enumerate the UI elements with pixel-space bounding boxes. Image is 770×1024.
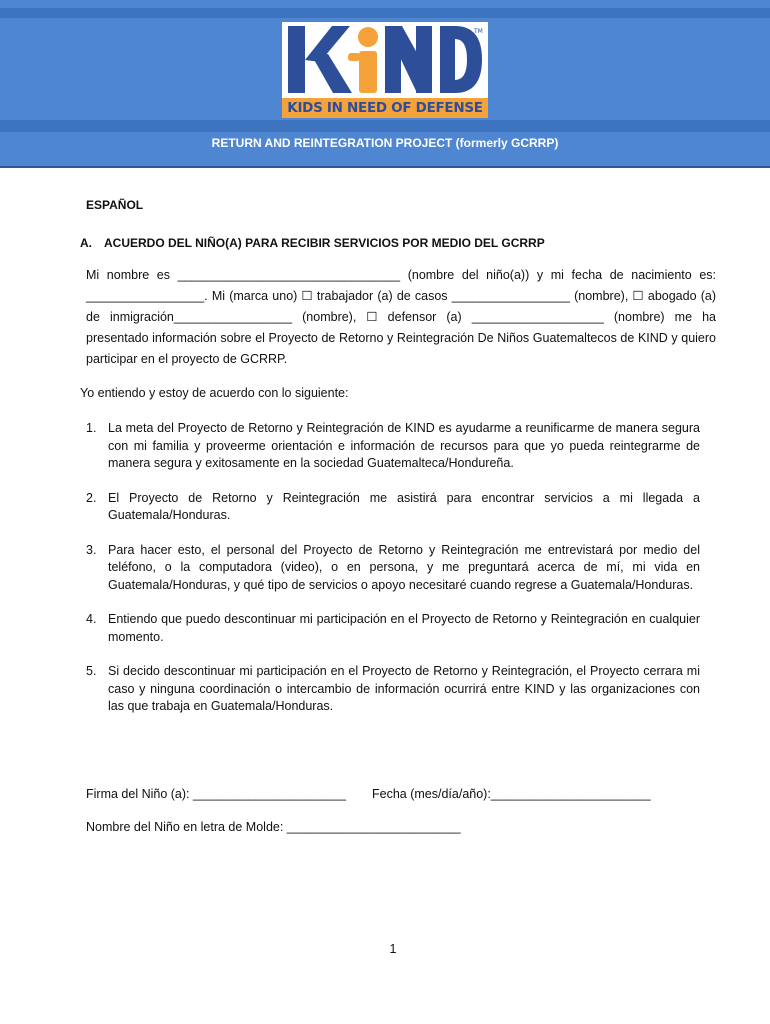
document-header [0, 0, 770, 168]
trademark-mark: TM [474, 28, 483, 35]
list-item-number: 3. [86, 542, 97, 557]
kind-logo-tagline: KIDS IN NEED OF DEFENSE [282, 98, 488, 118]
signature-row [86, 787, 651, 801]
header-stripe-bottom [0, 120, 770, 132]
language-heading: ESPAÑOL [86, 198, 144, 212]
kind-logo [282, 22, 488, 118]
list-item [86, 663, 716, 716]
agreement-list [86, 420, 716, 716]
list-item [86, 490, 716, 525]
list-item-text: El Proyecto de Retorno y Reintegración me asistirá para encontrar servicios a mi llegada a Guatemala/Honduras. [108, 490, 700, 522]
document-body [80, 198, 716, 733]
header-bottom-edge [0, 166, 770, 168]
page-number: 1 [389, 942, 397, 956]
section-letter: A. [80, 236, 92, 250]
agreement-lead: Yo entiendo y estoy de acuerdo con lo siguiente: [80, 386, 349, 400]
section-heading [80, 236, 716, 250]
intro-paragraph: Mi nombre es ________________________________ (nombre del niño(a)) y mi fecha de nacimiento es: _________________. Mi (marca uno) ☐ trabajador (a) de casos _________________ (nombre), ☐ abogado (a) de inmigración_________________ (nombre), ☐ defensor (a) ___________________ (nombre) me ha presentado información sobre el Proyecto de Retorno y Reintegración De Niños Guatemaltecos de KIND y quiero participar en el proyecto de GCRRP. [86, 268, 716, 366]
list-item [86, 611, 716, 646]
section-title: ACUERDO DEL NIÑO(A) PARA RECIBIR SERVICIOS POR MEDIO DEL GCRRP [104, 236, 545, 250]
list-item-text: Para hacer esto, el personal del Proyecto de Retorno y Reintegración me entrevistará por medio del teléfono, o la computadora (video), o en persona, y me preguntará acerca de mí, mi vida en Guatemala/Honduras, y qué tipo de servicios o apoyo necesitaré cuando regrese a Guatemala/Honduras. [108, 542, 700, 592]
list-item [86, 420, 716, 473]
header-stripe-top [0, 8, 770, 18]
kind-logo-word [282, 22, 488, 98]
list-item-text: La meta del Proyecto de Retorno y Reintegración de KIND es ayudarme a reunificarme de manera segura con mi familia y proveerme orientación e información de recursos para que yo pueda reintegrarme de manera segura y exitosamente en la sociedad Guatemalteca/Hondureña. [108, 421, 700, 470]
date-field[interactable]: Fecha (mes/día/año):_______________________ [372, 787, 651, 801]
print-name-field[interactable]: Nombre del Niño en letra de Molde: _________________________ [86, 820, 461, 834]
list-item-number: 1. [86, 421, 97, 435]
project-title: RETURN AND REINTEGRATION PROJECT (formerly GCRRP) [211, 136, 559, 150]
list-item-text: Si decido descontinuar mi participación en el Proyecto de Retorno y Reintegración, el Proyecto cerrara mi caso y ninguna coordinación o intercambio de información ocurrirá entre KIND y las organizaciones con las que trabaja en Guatemala/Honduras. [108, 664, 700, 713]
list-item-text: Entiendo que puedo descontinuar mi participación en el Proyecto de Retorno y Reintegración en cualquier momento. [108, 612, 700, 644]
list-item-number: 5. [86, 664, 97, 678]
list-item-number: 2. [86, 490, 97, 505]
list-item-number: 4. [86, 612, 97, 626]
list-item [86, 542, 716, 595]
signature-field[interactable]: Firma del Niño (a): ______________________ [86, 787, 346, 801]
